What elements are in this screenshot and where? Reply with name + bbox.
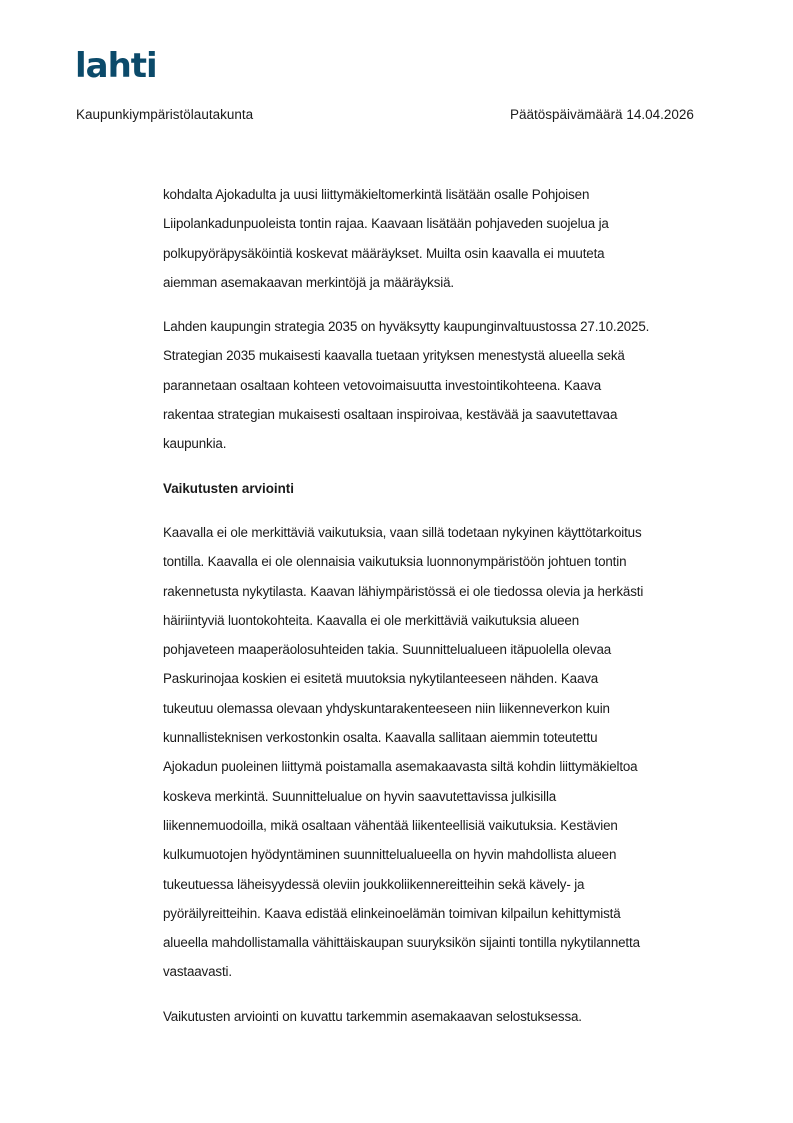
text-line: alueella mahdollistamalla vähittäiskaupan suuryksikön sijainti tontilla nykytilannetta [163,935,640,951]
text-line: pyöräilyreitteihin. Kaava edistää elinkeinoelämän toimivan kilpailun kehittymistä [163,905,621,921]
document-body [163,180,723,1046]
text-line: Liipolankadunpuoleista tontin rajaa. Kaavaan lisätään pohjaveden suojelua ja [163,216,609,232]
paragraph-plan-changes [163,180,723,297]
text-line: Paskurinojaa koskien ei esitetä muutoksia nykytilanteeseen nähden. Kaava [163,671,599,687]
text-line: kohdalta Ajokadulta ja uusi liittymäkieltomerkintä lisätään osalle Pohjoisen [163,187,590,202]
decision-date: Päätöspäivämäärä 14.04.2026 [510,107,694,122]
text-line: rakennetusta nykytilasta. Kaavan lähiympäristössä ei ole tiedossa olevia ja herkästi [163,583,644,599]
text-line: Strategian 2035 mukaisesti kaavalla tuetaan yrityksen menestystä alueella sekä [163,348,625,364]
section-heading: Vaikutusten arviointi [163,480,294,496]
lahti-logo [75,47,167,81]
text-line: polkupyöräpysäköintiä koskevat määräykset. Muilta osin kaavalla ei muuteta [163,245,605,261]
text-line: kulkumuotojen hyödyntäminen suunnittelualueella on hyvin mahdollista alueen [163,847,617,863]
text-line: liikennemuodoilla, mikä osaltaan vähentää liikenteellisiä vaikutuksia. Kestävien [163,817,618,833]
text-line: vastaavasti. [163,964,232,980]
text-line: rakentaa strategian mukaisesti osaltaan inspiroivaa, kestävää ja saavutettavaa [163,407,618,423]
text-line: pohjaveteen maaperäolosuhteiden takia. Suunnittelualueen itäpuolella olevaa [163,642,612,658]
text-line: koskeva merkintä. Suunnittelualue on hyvin saavutettavissa julkisilla [163,788,557,804]
committee-name: Kaupunkiympäristölautakunta [76,107,254,122]
text-line: aiemman asemakaavan merkintöjä ja määräyksiä. [163,274,454,290]
paragraph-strategy [163,312,723,458]
svg-text:lahti: lahti [75,47,157,81]
text-line: kunnallisteknisen verkostonkin osalta. Kaavalla sallitaan aiemmin toteutettu [163,730,598,746]
text-line: Lahden kaupungin strategia 2035 on hyväksytty kaupunginvaltuustossa 27.10.2025. [163,319,650,335]
text-line: häiriintyviä luontokohteita. Kaavalla ei ole merkittäviä vaikutuksia alueen [163,612,580,628]
text-line: parannetaan osaltaan kohteen vetovoimaisuutta investointikohteena. Kaava [163,377,602,393]
lahti-logo-mark [75,47,167,81]
paragraph-impacts [163,518,723,987]
text-line: Vaikutusten arviointi on kuvattu tarkemmin asemakaavan selostuksessa. [163,1008,582,1024]
text-line: kaupunkia. [163,436,227,452]
text-line: tukeutuessa läheisyydessä oleviin joukkoliikennereitteihin sekä kävely- ja [163,876,585,892]
text-line: Ajokadun puoleinen liittymä poistamalla asemakaavasta siltä kohdin liittymäkieltoa [163,759,638,775]
text-line: tontilla. Kaavalla ei ole olennaisia vaikutuksia luonnonympäristöön johtuen tontin [163,554,627,570]
text-line: tukeutuu olemassa olevaan yhdyskuntarakenteeseen niin liikenneverkon kuin [163,700,610,716]
text-line: Kaavalla ei ole merkittäviä vaikutuksia, vaan sillä todetaan nykyinen käyttötarkoitus [163,524,642,540]
paragraph-impacts-reference [163,1002,723,1031]
